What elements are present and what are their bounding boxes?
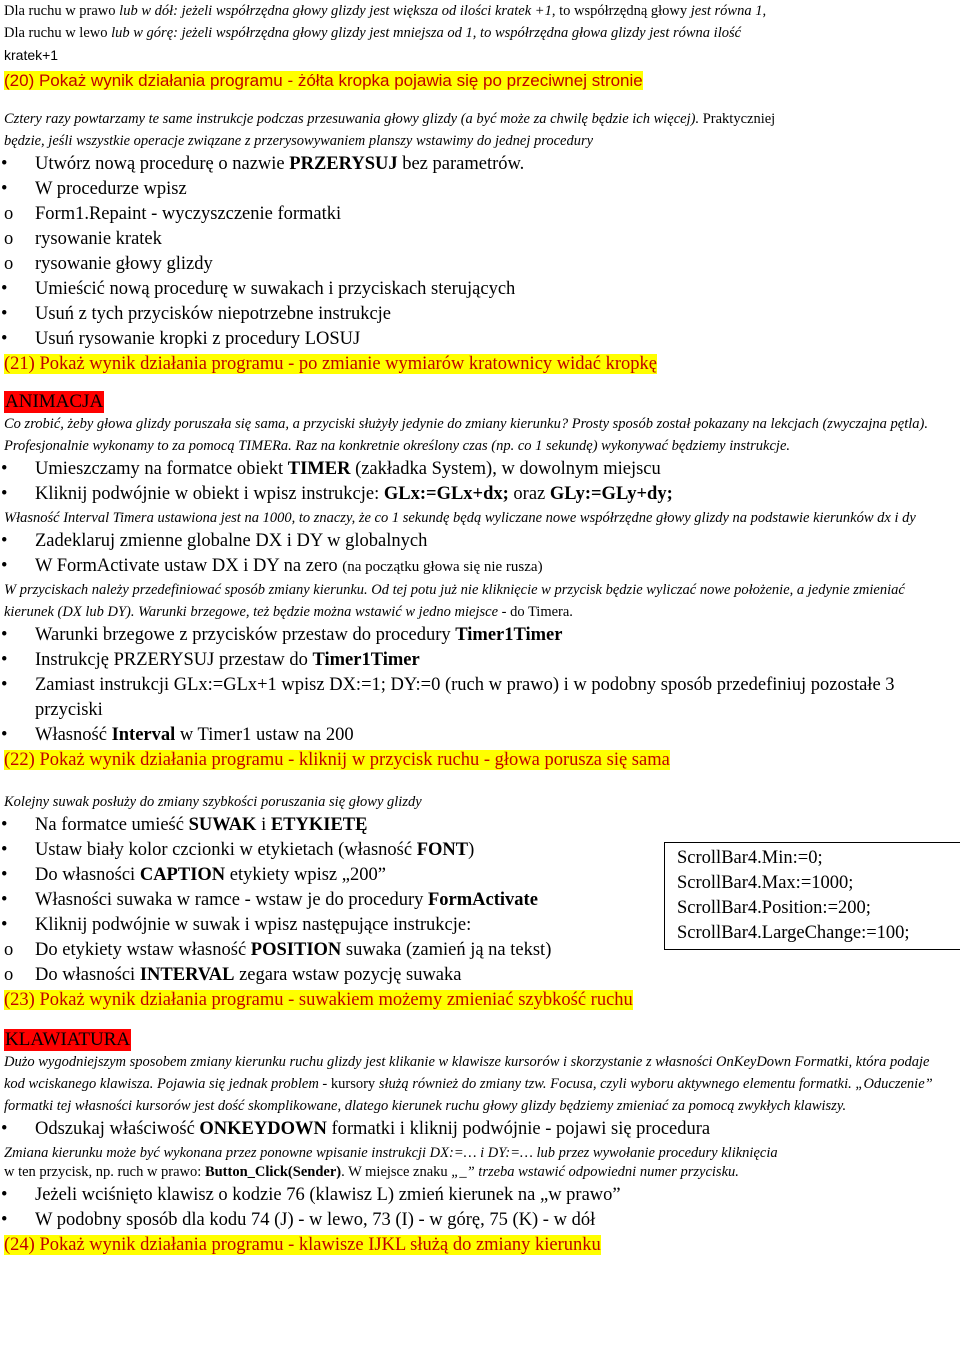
bullet-declare-dx-dy: • Zadeklaruj zmienne globalne DX i DY w globalnych [4,529,954,554]
text-italic: Własność Interval Timera ustawiona jest na 1000, to znaczy, że co 1 sekundę będą wyliczane nowe współrzędne głowy glizdy na podstawie kierunków dx i dy [4,510,916,526]
paragraph-refactor-intro-2 [4,130,954,152]
bullet-timer [4,457,954,482]
text-bold: TIMER [287,459,351,479]
text: suwaka (zamień ją na tekst) [341,940,552,960]
text: Ustaw biały kolor czcionki w etykietach (własność [35,840,417,860]
bullet-place-procedure: • Umieścić nową procedurę w suwakach i przyciskach sterujących [4,277,954,302]
section-title: KLAWIATURA [5,1029,131,1050]
text-small: (na początku głowa się nie rusza) [342,559,543,575]
text: Własność [35,725,112,745]
step-23-heading [4,988,954,1013]
code-line: ScrollBar4.Position:=200; [677,898,871,918]
step-24-heading [4,1233,954,1258]
text: Własności suwaka w ramce - wstaw je do procedury [35,890,428,910]
text: ) [468,840,475,860]
text: i [256,815,271,835]
bullet-move-boundary [4,623,954,648]
bullet-remove-dot: • Usuń rysowanie kropki z procedury LOSUJ [4,327,954,352]
section-klawiatura [4,1029,954,1051]
bullet-onkeydown [4,1117,954,1142]
text: (zakładka System), w dowolnym miejscu [350,459,661,479]
sub-item-head: o rysowanie głowy glizdy [4,252,954,277]
paragraph-buttons [4,579,954,623]
paragraph-kratek: kratek+1 [4,47,59,63]
text: Kliknij podwójnie w obiekt i wpisz instrukcje: [35,484,384,504]
code-line: ScrollBar4.Min:=0; [677,848,823,868]
text: Na formatce umieść [35,815,189,835]
paragraph-right-down-rule [4,0,954,22]
section-animacja [4,391,954,413]
text-bold: FONT [416,840,469,860]
text: . W miejsce znaku [341,1164,452,1180]
text-bold: POSITION [250,940,342,960]
text-italic: lub w dół: jeżeli współrzędna głowy glizdy jest większa od ilości kratek +1 [119,3,552,19]
bullet-move-przerysuj [4,648,954,673]
paragraph-animacja [4,413,954,457]
bullet-key-76: • Jeżeli wciśnięto klawisz o kodzie 76 (klawisz L) zmień kierunek na „w prawo” [4,1183,954,1208]
text: bez parametrów. [397,154,525,174]
sub-item-grid: o rysowanie kratek [4,227,954,252]
text: zegara wstaw pozycję suwaka [234,965,462,985]
text: Do własności [35,865,140,885]
text: Odszukaj właściwość [35,1119,200,1139]
text-italic: lub w górę: jeżeli współrzędna głowy glizdy jest mniejsza od 1, to współrzędna głowa glizdy jest równa ilość [111,25,742,41]
scrollbar-code-box [664,842,960,950]
text-bold: PRZERYSUJ [289,154,398,174]
text: formatki i kliknij podwójnie - pojawi się procedura [326,1119,711,1139]
bullet-other-keys: • W podobny sposób dla kodu 74 (J) - w lewo, 73 (I) - w górę, 75 (K) - w dół [4,1208,954,1233]
step-21-heading [4,352,954,377]
text-bold: Button_Click(Sender) [204,1164,342,1180]
bullet-formactivate [4,554,954,579]
text-bold: GLx:=GLx+dx; [383,484,509,504]
bullet-replace-instruction: • Zamiast instrukcji GLx:=GLx+1 wpisz DX:=1; DY:=0 (ruch w prawo) i w podobny sposób przedefiniuj pozostałe 3 przyciski [4,673,954,723]
bullet-interval [4,723,954,748]
text: Praktyczniej [699,111,776,127]
step-20-text: (20) Pokaż wynik działania programu - żółta kropka pojawia się po przeciwnej stronie [4,71,643,90]
text: Instrukcję PRZERYSUJ przestaw do [35,650,313,670]
text-italic: Kolejny suwak posłuży do zmiany szybkości poruszania się głowy glizdy [4,794,422,810]
text-italic: W przyciskach należy przedefiniować sposób zmiany kierunku. Od tej potu już nie kliknięcie w przycisk będzie wyliczać nowe położenie, a jedynie zmieniać kierunek (DX lub DY). Warunki brzegowe, też będzie można wstawić w jedno miejsce [4,582,905,620]
text-bold: GLy:=GLy+dy; [549,484,673,504]
text-bold: FormActivate [428,890,538,910]
bullet-remove-instructions: • Usuń z tych przycisków niepotrzebne instrukcje [4,302,954,327]
code-line: ScrollBar4.LargeChange:=100; [677,923,910,943]
bullet-create-procedure [4,152,954,177]
text: Dla ruchu w prawo [4,3,120,19]
text-bold: Interval [111,725,176,745]
paragraph-button-click [4,1161,954,1183]
text-bold: Timer1Timer [455,625,563,645]
sub-item-repaint: o Form1.Repaint - wyczyszczenie formatki [4,202,954,227]
text-bold: SUWAK [188,815,257,835]
text: Utwórz nową procedurę o nazwie [35,154,290,174]
text: etykiety wpisz „200” [225,865,386,885]
text-italic: Zmiana kierunku może być wykonana przez ponowne wpisanie instrukcji DX:=… i DY:=… lub przez wywołanie procedury kliknięcia [4,1145,778,1161]
text: w ten przycisk, np. ruch w prawo: [4,1164,205,1180]
text-bold: ONKEYDOWN [199,1119,327,1139]
step-24-text: (24) Pokaż wynik działania programu - klawisze IJKL służą do zmiany kierunku [4,1235,601,1255]
text: Do etykiety wstaw własność [35,940,251,960]
section-title: ANIMACJA [5,391,104,412]
text-italic: będzie, jeśli wszystkie operacje związane z przerysowywaniem planszy wstawimy do jednej procedury [4,133,594,149]
bullet-in-procedure: • W procedurze wpisz [4,177,954,202]
paragraph-speed-slider [4,791,954,813]
text: w Timer1 ustaw na 200 [175,725,354,745]
text-bold: Timer1Timer [312,650,420,670]
text-bold: INTERVAL [139,965,235,985]
text-italic: Dużo wygodniejszym sposobem zmiany kierunku ruchu glizdy jest klikanie w klawisze kursorów i skorzystanie z własności OnKeyDown Formatki, która podaje kod wciskanego klawisza. Pojawia się jednak problem [4,1054,930,1092]
sub-item-interval [4,963,954,988]
text: Dla ruchu w lewo [4,25,112,41]
step-21-text: (21) Pokaż wynik działania programu - po zmianie wymiarów kratownicy widać kropkę [4,354,657,374]
paragraph-keyboard [4,1051,954,1117]
text: oraz [508,484,550,504]
step-23-text: (23) Pokaż wynik działania programu - suwakiem możemy zmieniać szybkość ruchu [4,990,633,1010]
text-bold: CAPTION [139,865,226,885]
paragraph-left-up-rule [4,22,954,44]
code-line: ScrollBar4.Max:=1000; [677,873,854,893]
paragraph-refactor-intro [4,108,954,130]
text: Umieszczamy na formatce obiekt [35,459,288,479]
text: - do Timera. [498,604,573,620]
text-italic: służą również do zmiany tzw. Focusa, czyli wyboru aktywnego elementu formatki. „Oduczenie” formatki tej własności kursorów jest dość skomplikowane, dlatego kierunek ruchu głowy glizdy będziemy zmieniać za pomocą zwykłych klawiszy. [4,1076,933,1114]
step-22-heading [4,748,954,773]
text: Warunki brzegowe z przycisków przestaw do procedury [35,625,456,645]
text-italic: Cztery razy powtarzamy te same instrukcje podczas przesuwania głowy glizdy (a być może za chwilę będzie ich więcej). [4,111,700,127]
document-page [4,0,954,1258]
paragraph-interval [4,507,954,529]
bullet-slider-code: • Kliknij podwójnie w suwak i wpisz następujące instrukcje: [4,913,954,938]
text-italic: jest równa 1, [690,3,767,19]
text-bold: ETYKIETĘ [270,815,368,835]
step-20-heading [4,68,954,94]
text: W FormActivate ustaw DX i DY na zero [35,556,343,576]
step-22-text: (22) Pokaż wynik działania programu - kliknij w przycisk ruchu - głowa porusza się sama [4,750,670,770]
text-italic: Co zrobić, żeby głowa glizdy poruszała się sama, a przyciski służyły jedynie do zmiany kierunku? Prosty sposób został pokazany na lekcjach (zwyczajna pętla). Profesjonalnie wykonamy to za pomocą TIMERa. Raz na konkretnie określony czas (np. co 1 sekundę) wykonywać będziemy instrukcje. [4,416,928,454]
bullet-place-slider [4,813,954,838]
text: Do własności [35,965,140,985]
text-italic: „_” trzeba wstawić odpowiedni numer przycisku. [451,1164,739,1180]
bullet-timer-code [4,482,954,507]
text: , to współrzędną głowy [551,3,691,19]
text: - kursory [318,1076,379,1092]
